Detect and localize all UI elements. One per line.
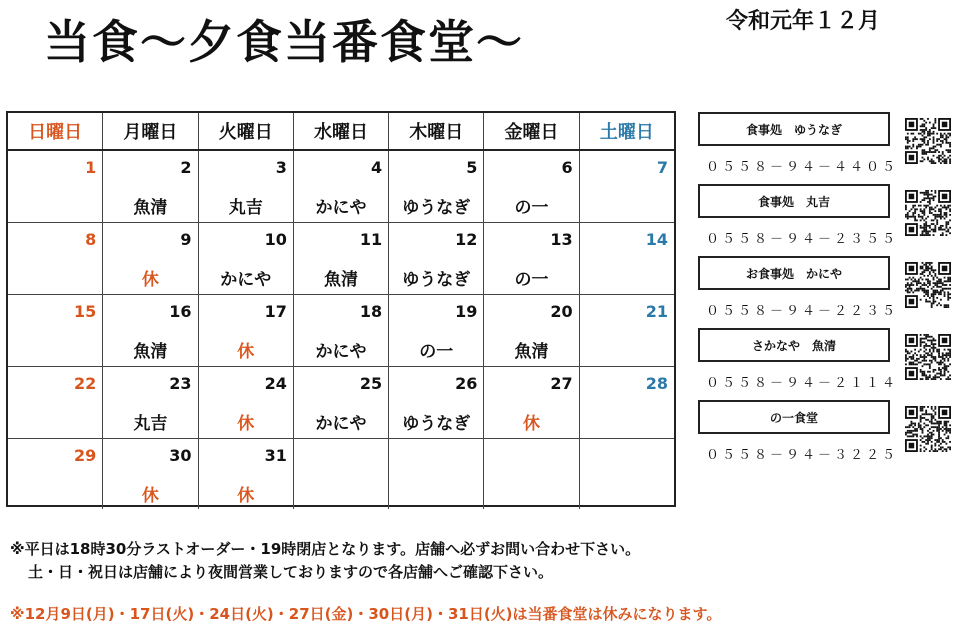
day-number: 27 <box>550 374 573 393</box>
qr-code-icon[interactable] <box>904 118 952 164</box>
calendar-day-cell <box>103 151 198 222</box>
duty-shop-label: の一 <box>514 270 549 290</box>
note-weekend: 土・日・祝日は店舗により夜間営業しておりますので各店舗へご確認下さい。 <box>28 563 554 581</box>
calendar-day-cell <box>199 367 294 438</box>
calendar-day-cell <box>389 295 484 366</box>
shop-phone: ０５５８－９４－４４０５ <box>706 160 899 175</box>
calendar-header <box>8 113 674 151</box>
closed-label: 休 <box>141 270 159 290</box>
day-number: 23 <box>169 374 192 393</box>
calendar-body <box>8 151 674 509</box>
day-number: 16 <box>169 302 192 321</box>
closed-label: 休 <box>237 486 255 506</box>
calendar-day-cell <box>8 367 103 438</box>
shop-entry <box>698 184 956 254</box>
day-number: 9 <box>180 230 192 249</box>
duty-shop-label: ゆうなぎ <box>402 270 471 290</box>
calendar-day-cell <box>294 367 389 438</box>
weekday-friday: 金曜日 <box>484 113 579 149</box>
duty-shop-label: ゆうなぎ <box>402 198 471 218</box>
duty-shop-label: 魚清 <box>323 270 358 290</box>
qr-code-icon[interactable] <box>904 262 952 308</box>
calendar <box>6 111 676 507</box>
weekday-thursday: 木曜日 <box>389 113 484 149</box>
day-number: 14 <box>645 230 668 249</box>
calendar-day-cell <box>294 223 389 294</box>
calendar-week <box>8 439 674 509</box>
closed-label: 休 <box>237 414 255 434</box>
duty-shop-label: かにや <box>315 342 367 362</box>
calendar-day-cell <box>8 439 103 509</box>
day-number: 24 <box>264 374 287 393</box>
day-number: 25 <box>359 374 383 393</box>
shop-name: 食事処 ゆうなぎ <box>698 112 890 146</box>
calendar-day-cell <box>199 151 294 222</box>
note-closed-days: ※12月9日(月)・17日(火)・24日(火)・27日(金)・30日(月)・31日(火)は当番食堂は休みになります。 <box>10 605 722 623</box>
calendar-day-cell <box>8 151 103 222</box>
day-number: 22 <box>74 374 97 393</box>
shop-name: の一食堂 <box>698 400 890 434</box>
page-title: 当食〜夕食当番食堂〜 <box>44 15 524 69</box>
calendar-day-cell <box>580 223 674 294</box>
calendar-day-cell <box>8 295 103 366</box>
shop-phone: ０５５８－９４－２１１４ <box>706 376 899 391</box>
day-number: 3 <box>275 158 287 177</box>
shop-name: 食事処 丸吉 <box>698 184 890 218</box>
weekday-tuesday: 火曜日 <box>199 113 294 149</box>
calendar-day-cell <box>580 295 674 366</box>
calendar-day-cell <box>580 439 674 509</box>
duty-shop-label: ゆうなぎ <box>402 414 471 434</box>
day-number: 6 <box>561 158 573 177</box>
weekday-wednesday: 水曜日 <box>294 113 389 149</box>
qr-code-icon[interactable] <box>904 334 952 380</box>
shop-entry <box>698 400 956 470</box>
closed-label: 休 <box>523 414 541 434</box>
day-number: 19 <box>455 302 478 321</box>
calendar-day-cell <box>103 295 198 366</box>
calendar-day-cell <box>199 295 294 366</box>
duty-shop-label: 魚清 <box>133 198 168 218</box>
weekday-monday: 月曜日 <box>103 113 198 149</box>
calendar-day-cell <box>8 223 103 294</box>
day-number: 12 <box>455 230 478 249</box>
qr-code-icon[interactable] <box>904 190 952 236</box>
calendar-day-cell <box>103 439 198 509</box>
day-number: 18 <box>359 302 383 321</box>
shop-name: お食事処 かにや <box>698 256 890 290</box>
note-hours: ※平日は18時30分ラストオーダー・19時閉店となります。店舗へ必ずお問い合わせ下さい。 <box>10 540 641 558</box>
calendar-day-cell <box>199 439 294 509</box>
duty-shop-label: 魚清 <box>514 342 549 362</box>
day-number: 20 <box>550 302 573 321</box>
calendar-day-cell <box>580 151 674 222</box>
calendar-day-cell <box>294 439 389 509</box>
day-number: 13 <box>550 230 573 249</box>
day-number: 26 <box>455 374 478 393</box>
calendar-day-cell <box>484 151 579 222</box>
duty-shop-label: かにや <box>220 270 272 290</box>
day-number: 31 <box>264 446 287 465</box>
day-number: 7 <box>656 158 668 177</box>
calendar-day-cell <box>199 223 294 294</box>
day-number: 4 <box>370 158 383 177</box>
calendar-day-cell <box>389 439 484 509</box>
duty-shop-label: 魚清 <box>133 342 168 362</box>
calendar-day-cell <box>389 367 484 438</box>
shop-phone: ０５５８－９４－３２２５ <box>706 448 899 463</box>
calendar-week <box>8 151 674 223</box>
calendar-day-cell <box>103 223 198 294</box>
day-number: 2 <box>180 158 192 177</box>
day-number: 8 <box>85 230 97 249</box>
weekday-sunday: 日曜日 <box>8 113 103 149</box>
calendar-day-cell <box>484 295 579 366</box>
closed-label: 休 <box>237 342 255 362</box>
shop-entry <box>698 328 956 398</box>
calendar-week <box>8 223 674 295</box>
day-number: 1 <box>85 158 97 177</box>
duty-shop-label: の一 <box>514 198 549 218</box>
duty-shop-label: 丸吉 <box>133 414 168 434</box>
month-label: 令和元年１２月 <box>726 9 881 34</box>
calendar-week <box>8 367 674 439</box>
calendar-day-cell <box>103 367 198 438</box>
qr-code-icon[interactable] <box>904 406 952 452</box>
day-number: 29 <box>74 446 97 465</box>
shop-phone: ０５５８－９４－２２３５ <box>706 304 899 319</box>
calendar-day-cell <box>294 295 389 366</box>
day-number: 17 <box>264 302 287 321</box>
calendar-day-cell <box>389 151 484 222</box>
day-number: 15 <box>74 302 97 321</box>
calendar-day-cell <box>294 151 389 222</box>
day-number: 28 <box>645 374 668 393</box>
day-number: 21 <box>645 302 668 321</box>
day-number: 5 <box>466 158 478 177</box>
weekday-saturday: 土曜日 <box>599 122 654 143</box>
duty-shop-label: 丸吉 <box>228 198 263 218</box>
closed-label: 休 <box>141 486 159 506</box>
duty-shop-label: かにや <box>315 414 367 434</box>
calendar-day-cell <box>484 367 579 438</box>
calendar-day-cell <box>389 223 484 294</box>
duty-shop-label: かにや <box>315 198 367 218</box>
duty-shop-label: の一 <box>419 342 454 362</box>
shop-phone: ０５５８－９４－２３５５ <box>706 232 899 247</box>
calendar-week <box>8 295 674 367</box>
shop-entry <box>698 256 956 326</box>
shop-name: さかなや 魚清 <box>698 328 890 362</box>
calendar-day-cell <box>484 223 579 294</box>
calendar-day-cell <box>580 367 674 438</box>
day-number: 10 <box>264 230 287 249</box>
shop-entry <box>698 112 956 182</box>
day-number: 11 <box>359 230 383 249</box>
calendar-day-cell <box>484 439 579 509</box>
day-number: 30 <box>169 446 192 465</box>
